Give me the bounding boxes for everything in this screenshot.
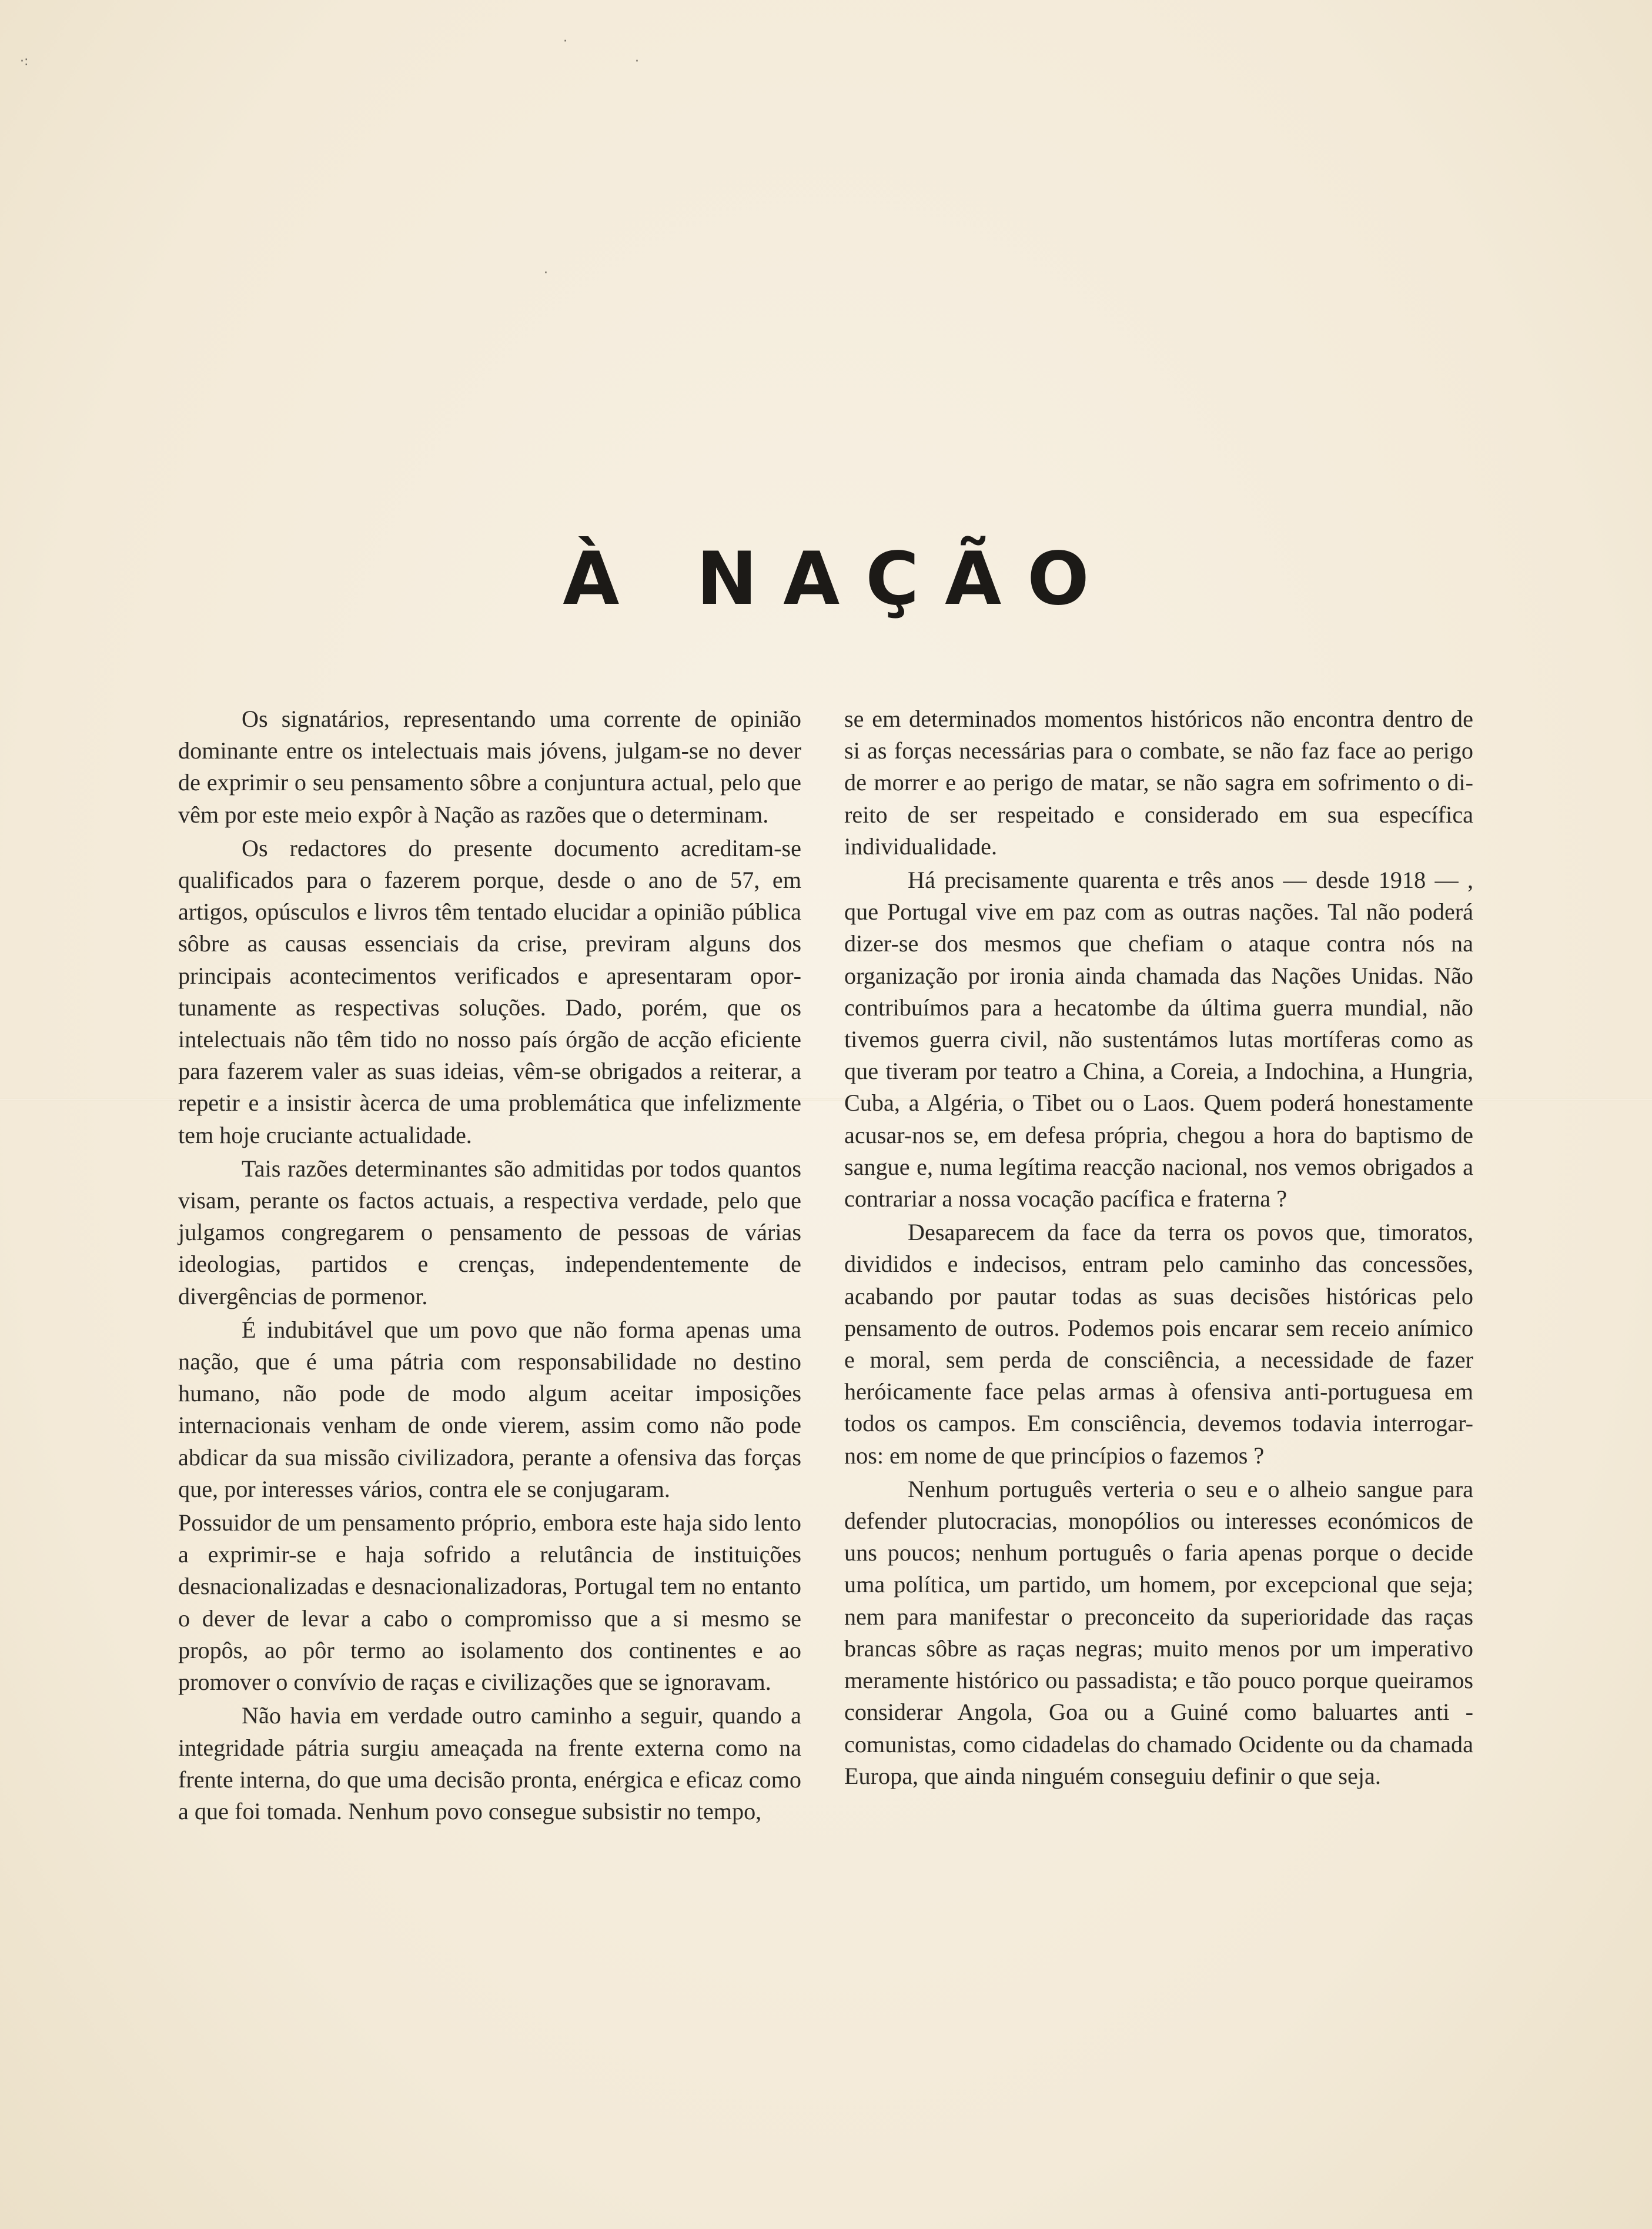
paragraph: Nenhum português verteria o seu e o alheio sangue para defender plutocracias, monopólios ou interesses económicos de uns poucos; nenhum português o faria apenas porque o decide uma política, um partido, um homem, por excepcional que seja; nem para manifestar o preconceito da superioridade das raças brancas sôbre as raças negras; muito menos por um imperativo meramente histórico ou passadista; e tão pouco porque queiramos considerar Angola, Goa ou a Guiné como baluartes anti - comunistas, como cidadelas do chamado Ocidente ou da chamada Europa, que ainda ninguém conseguiu definir o que seja. (844, 1475, 1473, 1789)
paper-mark: ·: (20, 54, 29, 69)
paragraph: se em determinados momentos históricos não encontra dentro de si as forças necessárias para o combate, se não faz face ao perigo de morrer e ao perigo de matar, se não sagra em sofrimento o direito de ser respeitado e considerado em sua específica individualidade. (844, 706, 1473, 860)
left-column (178, 703, 801, 1827)
paper-mark: · (544, 266, 548, 280)
paragraph: Os signatários, representando uma corrente de opinião dominante entre os intelectuais mais jóvens, julgam-se no dever de exprimir o seu pensamento sôbre a conjuntura actual, pelo que vêm por este meio expôr à Nação as razões que o determinam. (178, 706, 801, 828)
right-column (844, 703, 1473, 1792)
paragraph: Possuidor de um pensamento próprio, embora este haja sido lento a exprimir-se e haja sofrido a relutância de instituições desnacionalizadas e desnacionalizadoras, Portugal tem no entanto o dever de levar a cabo o compromisso que a si mesmo se propôs, ao pôr termo ao isolamento dos continentes e ao promover o convívio de raças e civilizações que se ignoravam. (178, 1509, 801, 1696)
paper-mark: · (563, 34, 567, 49)
paragraph: Tais razões determinantes são admitidas por todos quantos visam, perante os factos actuais, a respectiva verdade, pelo que julgamos congregarem o pensamento de pessoas de várias ideologias, partidos e crenças, independentemente de divergências de pormenor. (178, 1155, 801, 1309)
paragraph: Não havia em verdade outro caminho a seguir, quando a integridade pátria surgiu ameaçada na frente externa como na frente interna, do que uma decisão pronta, enérgica e eficaz como a que foi tomada. Nenhum povo consegue subsistir no tempo, (178, 1702, 801, 1824)
page-title: À NAÇÃO (563, 537, 1115, 622)
paper-mark: · (635, 54, 639, 69)
paragraph: Os redactores do presente documento acreditam-se qualificados para o fazerem porque, desde o ano de 57, em artigos, opúsculos e livros têm tentado elucidar a opinião pública sôbre as causas essenciais da crise, previram alguns dos principais acontecimentos verificados e apresentaram oportunamente as respectivas soluções. Dado, porém, que os intelectuais não têm tido no nosso país órgão de acção eficiente para fazerem valer as suas ideias, vêm-se obrigados a reiterar, a repetir e a insistir àcerca de uma problemática que infelizmente tem hoje cruciante actualidade. (178, 834, 801, 1148)
paragraph: Há precisamente quarenta e três anos — desde 1918 — , que Portugal vive em paz com as outras nações. Tal não poderá dizer-se dos mesmos que chefiam o ataque contra nós na organização por ironia ainda chamada das Nações Unidas. Não contribuímos para a hecatombe da última guerra mundial, não tivemos guerra civil, não sustentámos lutas mortíferas como as que tiveram por teatro a China, a Coreia, a Indochina, a Hungria, Cuba, a Algéria, o Tibet ou o Laos. Quem poderá honestamente acusar-nos se, em defesa própria, chegou a hora do baptismo de sangue e, numa legítima reacção nacional, nos vemos obrigados a contrariar a nossa vocação pacífica e fraterna ? (844, 867, 1473, 1212)
paragraph: É indubitável que um povo que não forma apenas uma nação, que é uma pátria com responsabilidade no destino humano, não pode de modo algum aceitar imposições internacionais venham de onde vierem, assim como não pode abdicar da sua missão civilizadora, perante a ofensiva das forças que, por interesses vários, contra ele se conjugaram. (178, 1316, 801, 1502)
paragraph: Desaparecem da face da terra os povos que, timoratos, divididos e indecisos, entram pelo caminho das concessões, acabando por pautar todas as suas decisões históricas pelo pensamento de outros. Podemos pois encarar sem receio anímico e moral, sem perda de consciência, a necessidade de fazer heróicamente face pelas armas à ofensiva anti-portuguesa em todos os campos. Em consciência, devemos todavia interrogar-nos: em nome de que princípios o fazemos ? (844, 1219, 1473, 1469)
